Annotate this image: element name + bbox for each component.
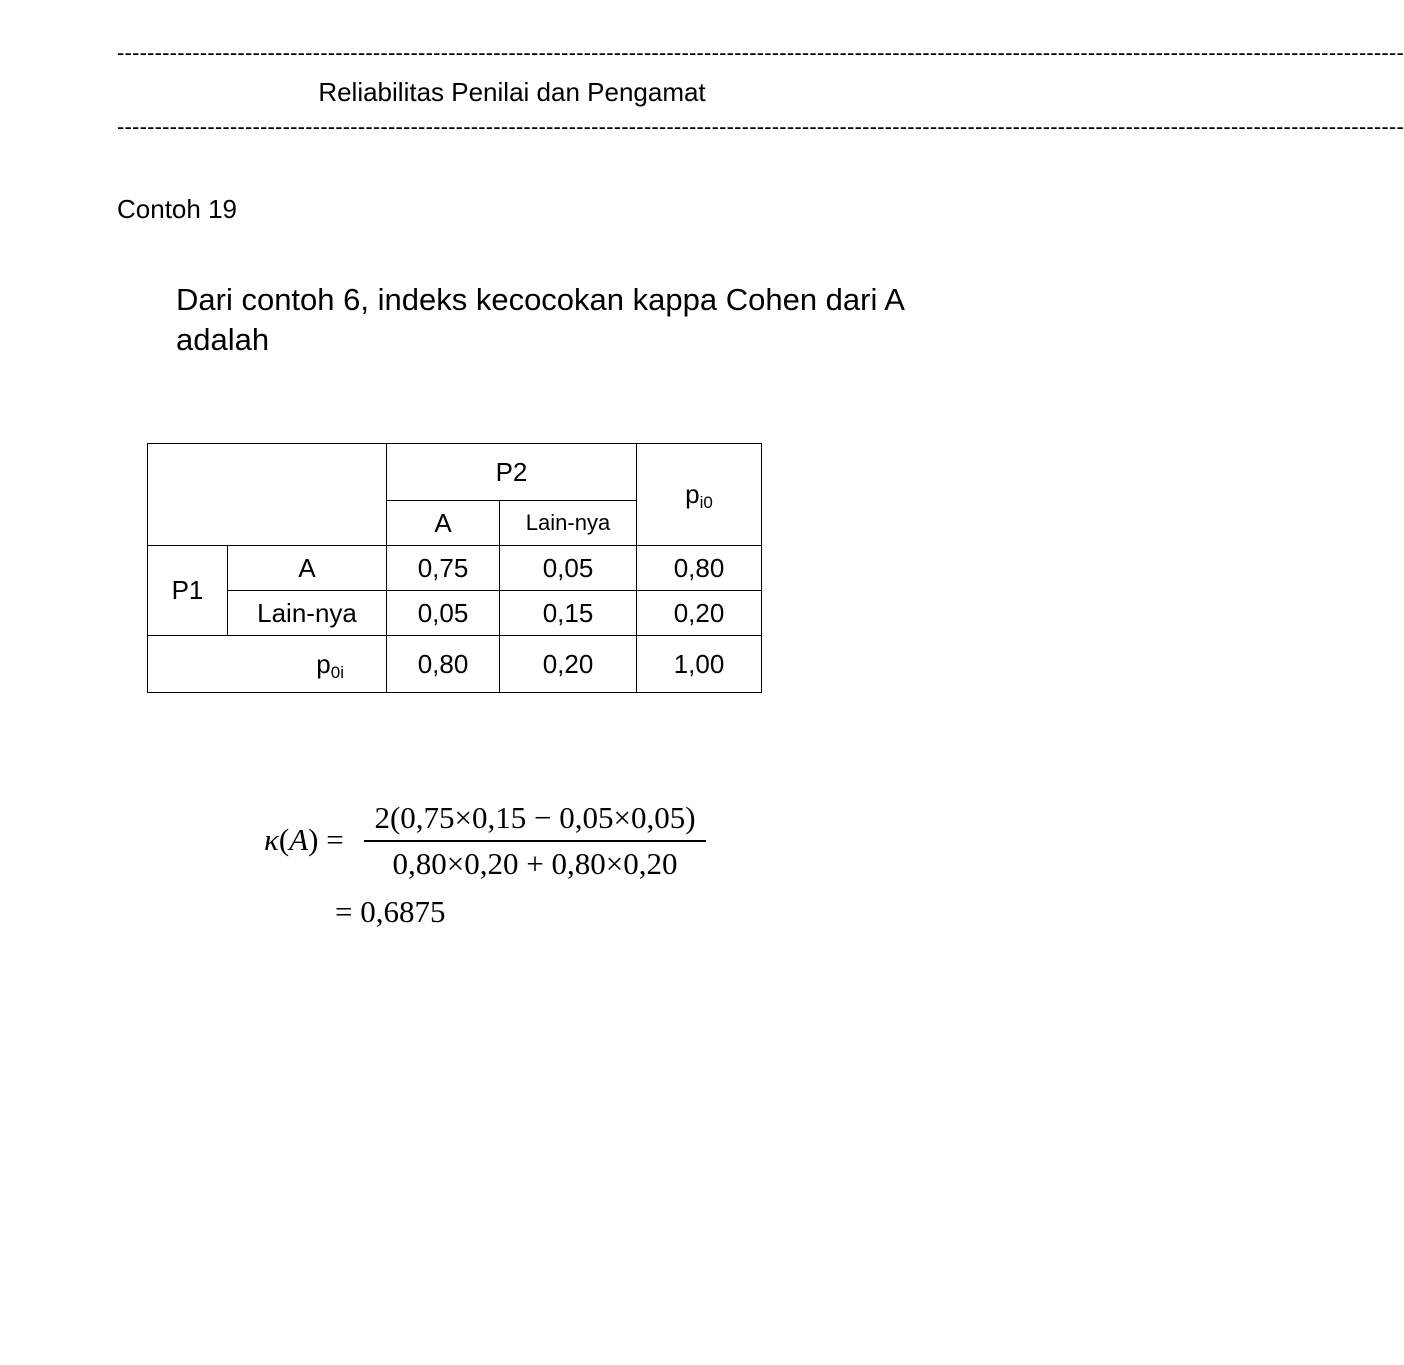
formula-result: = 0,6875 [335, 894, 446, 929]
table-row [148, 636, 762, 693]
table-row [148, 546, 762, 591]
example-label: Contoh 19 [117, 194, 237, 224]
margin-col-symbol: p [685, 479, 700, 509]
kappa-symbol: κ [264, 822, 279, 857]
formula-denominator: 0,80×0,20 + 0,80×0,20 [392, 846, 678, 881]
margin-row-symbol: p [316, 648, 331, 679]
margin-row-header [148, 636, 387, 693]
cell-r1-margin: 0,80 [637, 546, 762, 591]
cell-r2-c2: 0,15 [500, 591, 637, 636]
col-group-header: P2 [387, 444, 637, 501]
row-group-header: P1 [148, 546, 228, 636]
header-title: Reliabilitas Penilai dan Pengamat [318, 77, 706, 107]
margin-col-subscript: i0 [699, 493, 713, 512]
cell-r2-c1: 0,05 [387, 591, 500, 636]
formula-lhs-variable: A [289, 822, 309, 857]
formula-lhs [264, 822, 344, 858]
intro-paragraph: Dari contoh 6, indeks kecocokan kappa Cohen dari A adalah [176, 282, 904, 357]
table-row [148, 591, 762, 636]
formula-lhs-open: ( [278, 822, 290, 857]
row-header-a: A [228, 546, 387, 591]
table-header-row [148, 444, 762, 501]
header-divider-bottom: --------------------------------------------------------------------------------------------------------------------------------------------------------------------------- [117, 114, 1404, 139]
cell-r3-margin: 1,00 [637, 636, 762, 693]
fraction-bar [364, 840, 706, 842]
contingency-table [147, 443, 762, 693]
row-header-other: Lain-nya [228, 591, 387, 636]
margin-row-subscript: 0i [330, 662, 344, 682]
cell-r1-c2: 0,05 [500, 546, 637, 591]
cell-r2-margin: 0,20 [637, 591, 762, 636]
formula-numerator: 2(0,75×0,15 − 0,05×0,05) [374, 800, 696, 835]
cell-r3-c2: 0,20 [500, 636, 637, 693]
formula-lhs-close: ) = [308, 822, 344, 857]
margin-col-header [637, 444, 762, 546]
col-header-a: A [387, 501, 500, 546]
header-divider-top: --------------------------------------------------------------------------------------------------------------------------------------------------------------------------- [117, 40, 1404, 65]
cell-r1-c1: 0,75 [387, 546, 500, 591]
col-header-other: Lain-nya [500, 501, 637, 546]
cell-r3-c1: 0,80 [387, 636, 500, 693]
table-corner-cell [148, 444, 387, 546]
